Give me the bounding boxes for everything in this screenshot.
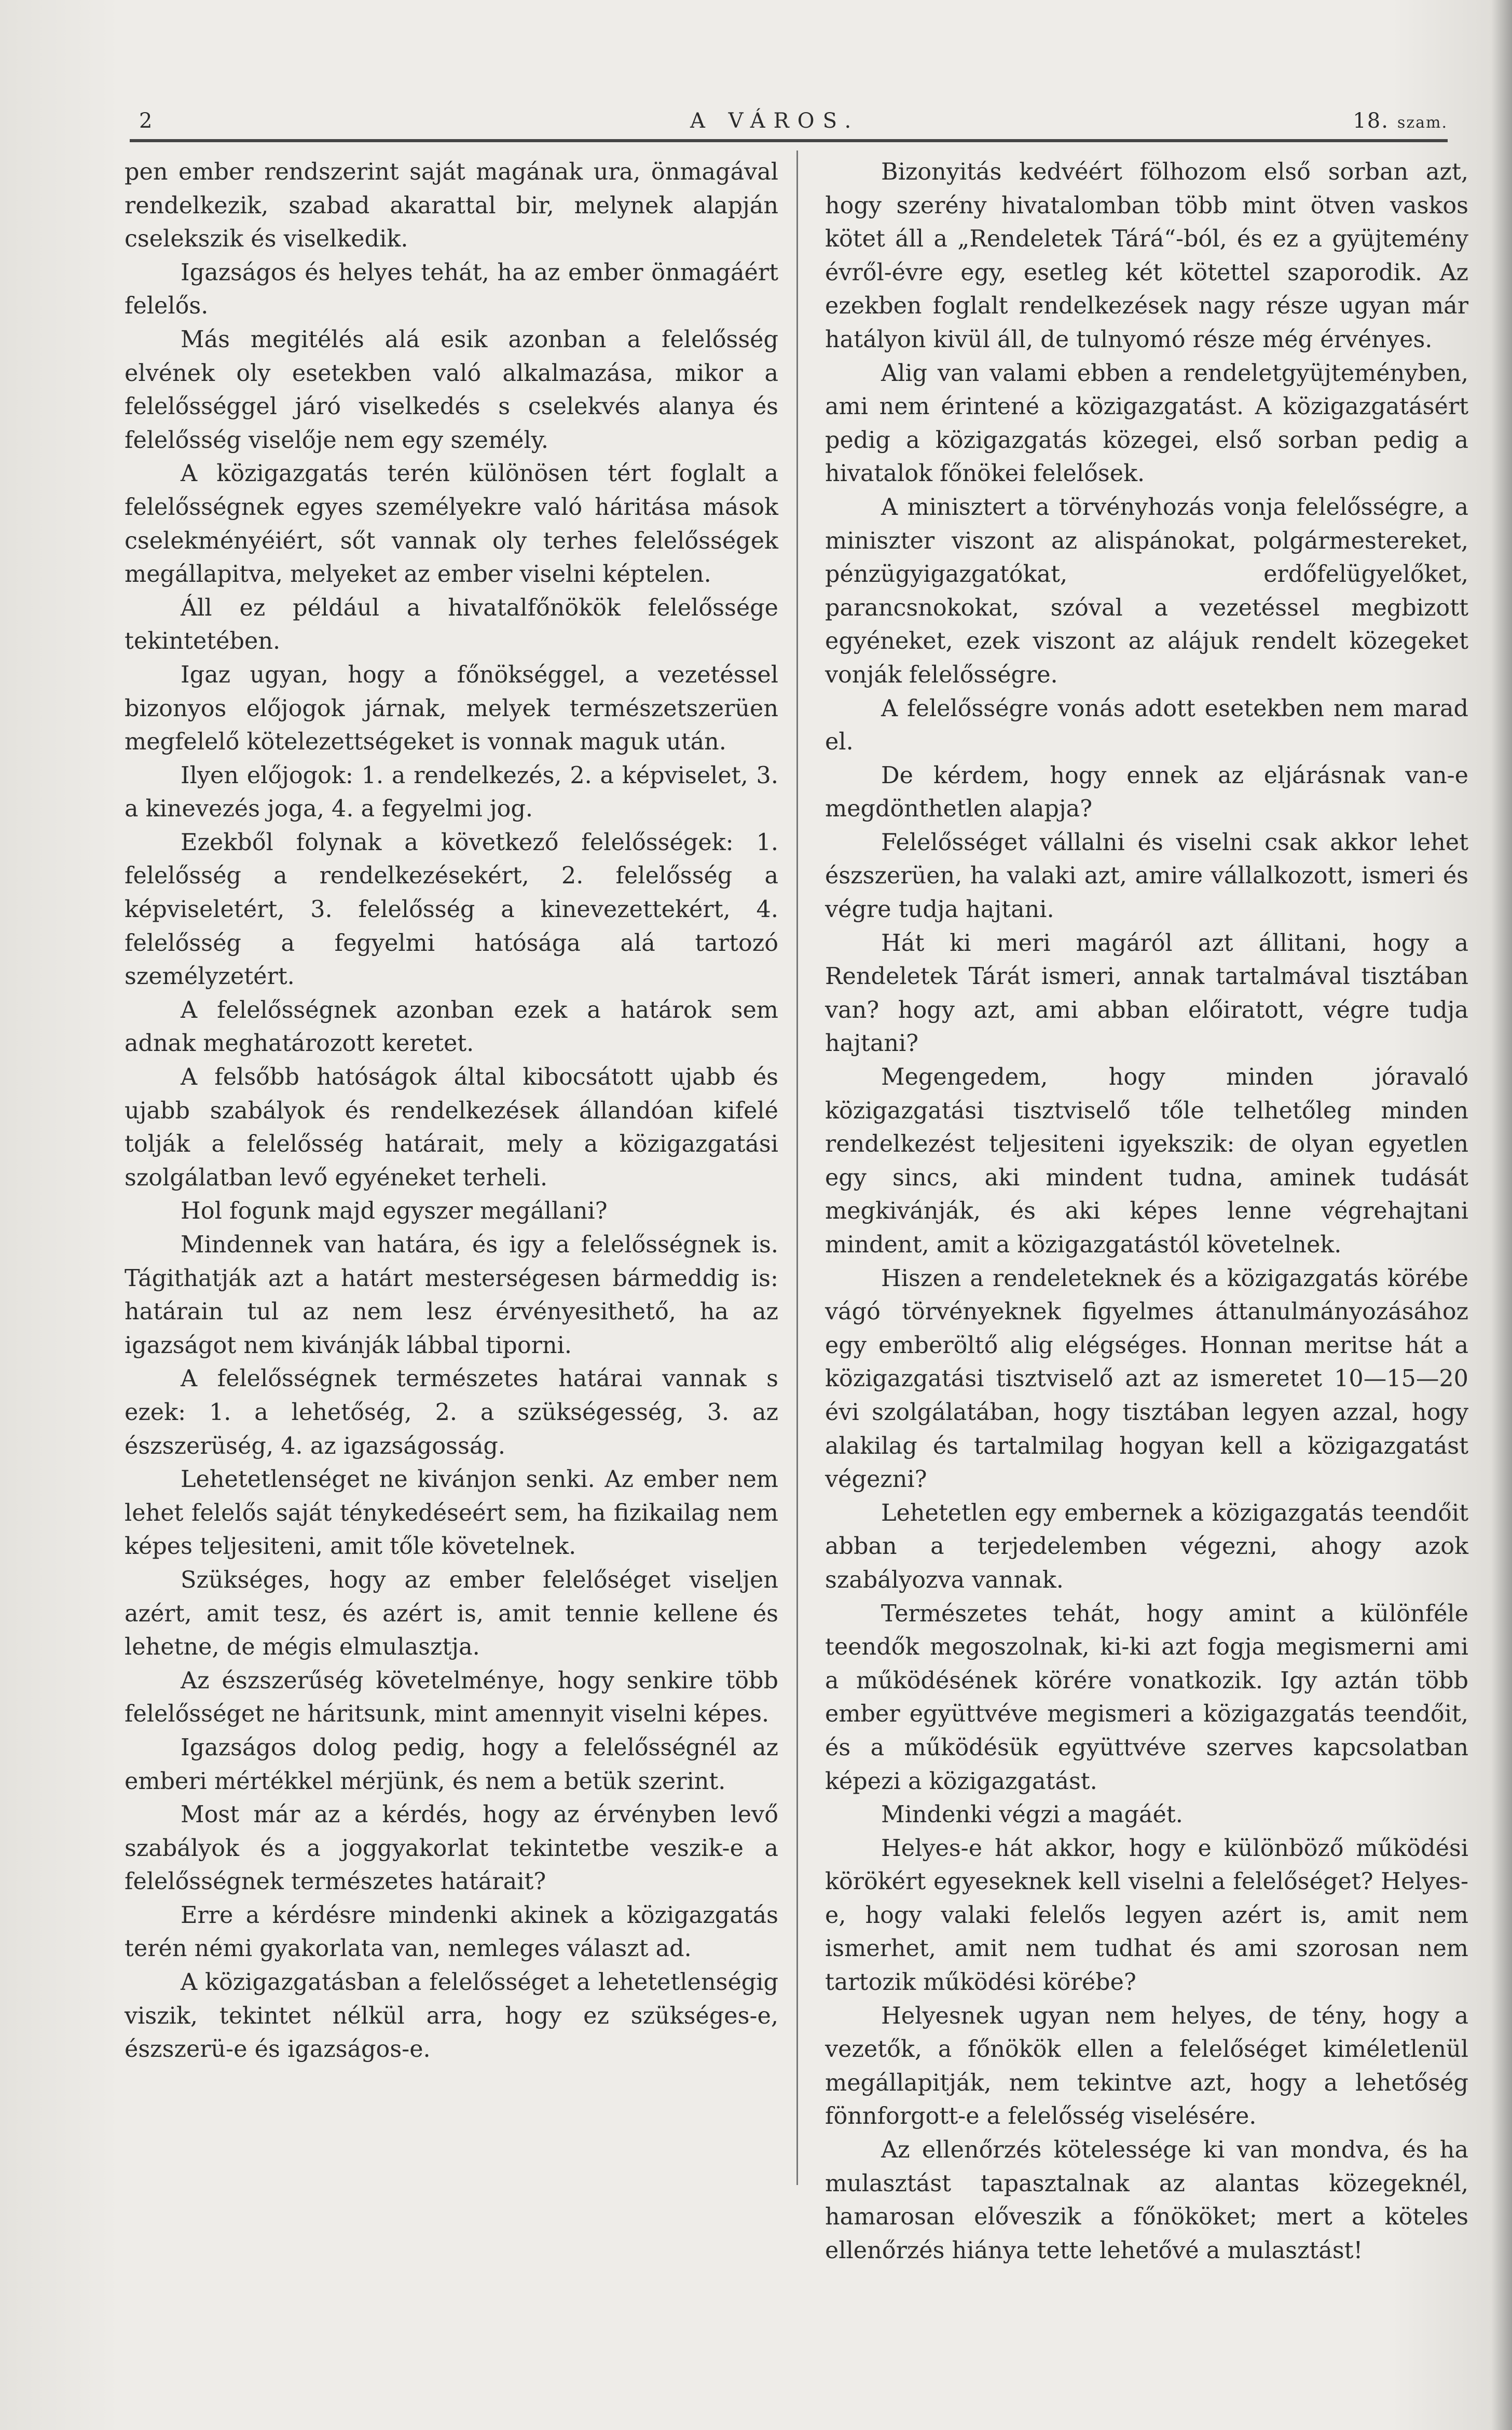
paragraph: Lehetetlenséget ne kivánjon senki. Az ember nem lehet felelős saját ténykedéseért sem, ha fizikailag nem képes teljesiteni, amit tőle követelnek. xyxy=(125,1466,778,1560)
paragraph: A minisztert a törvényhozás vonja felelősségre, a miniszter viszont az alispánokat, polgármestereket, pénzügyigazgatókat, erdőfelügyelőket, parancsnokokat, szóval a vezetéssel megbizott egyéneket, ezek viszont az alájuk rendelt közegeket vonják felelősségre. xyxy=(825,494,1468,688)
header-rule xyxy=(130,139,1448,142)
paragraph: Természetes tehát, hogy amint a különféle teendők megoszolnak, ki-ki azt fogja megismerni ami a működésének körére vonatkozik. Igy aztán több ember együttvéve megismeri a közigazgatás teendőit, és a működésük együttvéve szerves kapcsolatban képezi a közigazgatást. xyxy=(825,1600,1468,1795)
page-header xyxy=(130,109,1448,140)
paragraph: Lehetetlen egy embernek a közigazgatás teendőit abban a terjedelemben végezni, ahogy azok szabályozva vannak. xyxy=(825,1499,1468,1593)
paragraph: Az ellenőrzés kötelessége ki van mondva, és ha mulasztást tapasztalnak az alantas közegeknél, hamarosan előveszik a főnököket; mert a köteles ellenőrzés hiánya tette lehetővé a mulasztást! xyxy=(825,2137,1468,2264)
paragraph: Most már az a kérdés, hogy az érvényben levő szabályok és a joggyakorlat tekintetbe veszik-e a felelősségnek természetes határait? xyxy=(125,1801,778,1895)
paragraph: Igazságos dolog pedig, hogy a felelősségnél az emberi mértékkel mérjünk, és nem a betük szerint. xyxy=(125,1734,778,1795)
paragraph: Bizonyitás kedvéért fölhozom első sorban azt, hogy szerény hivatalomban több mint ötven vaskos kötet áll a „Rendeletek Tárá“-ból, és ez a gyüjtemény évről-évre egy, esetleg két kötettel szaporodik. Az ezekben foglalt rendelkezések nagy része ugyan már hatályon kivül áll, de tulnyomó része még érvényes. xyxy=(825,159,1468,353)
paragraph: Áll ez például a hivatalfőnökök felelőssége tekintetében. xyxy=(125,594,778,655)
paragraph: pen ember rendszerint saját magának ura, önmagával rendelkezik, szabad akarattal bir, melynek alapján cselekszik és viselkedik. xyxy=(125,159,778,253)
paragraph: Mindennek van határa, és igy a felelősségnek is. Tágithatják azt a határt mesterségesen bármeddig is: határain tul az nem lesz érvényesithető, ha az igazságot nem kivánják lábbal tiporni. xyxy=(125,1232,778,1359)
paragraph: Helyes-e hát akkor, hogy e különböző működési körökért egyeseknek kell viselni a felelőséget? Helyes-e, hogy valaki felelős legyen azért is, amit nem ismerhet, amit nem tudhat és ami szorosan nem tartozik működési körébe? xyxy=(825,1835,1468,1996)
paragraph: Szükséges, hogy az ember felelőséget viseljen azért, amit tesz, és azért is, amit tennie kellene és lehetne, de mégis elmulasztja. xyxy=(125,1566,778,1661)
issue-label: szam. xyxy=(1397,114,1448,132)
page-number: 2 xyxy=(139,109,154,133)
paragraph: Az észszerűség követelménye, hogy senkire több felelősséget ne háritsunk, mint amennyit viselni képes. xyxy=(125,1667,778,1728)
publication-title: A VÁROS. xyxy=(690,109,860,133)
left-column xyxy=(125,156,778,2067)
page-edge-shadow xyxy=(1491,0,1512,2430)
paragraph: Igazságos és helyes tehát, ha az ember önmagáért felelős. xyxy=(125,259,778,320)
paragraph: Hát ki meri magáról azt állitani, hogy a Rendeletek Tárát ismeri, annak tartalmával tisztában van? hogy azt, ami abban előiratott, végre tudja hajtani? xyxy=(825,930,1468,1057)
issue-number: 18. xyxy=(1353,109,1389,133)
column-divider xyxy=(796,151,798,2185)
paragraph: Más megitélés alá esik azonban a felelősség elvének oly esetekben való alkalmazása, mikor a felelősséggel járó viselkedés s cselekvés alanya és felelősség viselője nem egy személy. xyxy=(125,326,778,454)
issue-info xyxy=(1353,109,1448,133)
paragraph: Hiszen a rendeleteknek és a közigazgatás körébe vágó törvényeknek figyelmes áttanulmányozásához egy emberöltő alig elégséges. Honnan meritse hát a közigazgatási tisztviselő azt az ismeretet 10—15—20 évi szolgálatában, hogy tisztában legyen azzal, hogy alakilag és tartalmilag hogyan kell a közigazgatást végezni? xyxy=(825,1265,1468,1493)
paragraph: A felelősségnek természetes határai vannak s ezek: 1. a lehetőség, 2. a szükségesség, 3. az észszerüség, 4. az igazságosság. xyxy=(125,1366,778,1459)
paragraph: De kérdem, hogy ennek az eljárásnak van-e megdönthetlen alapja? xyxy=(825,762,1468,823)
paragraph: Ilyen előjogok: 1. a rendelkezés, 2. a képviselet, 3. a kinevezés joga, 4. a fegyelmi jog. xyxy=(125,762,778,823)
paragraph: A felelősségnek azonban ezek a határok sem adnak meghatározott keretet. xyxy=(125,996,778,1057)
paragraph: Igaz ugyan, hogy a főnökséggel, a vezetéssel bizonyos előjogok járnak, melyek természetszerüen megfelelő kötelezettségeket is vonnak maguk után. xyxy=(125,661,778,756)
paragraph: Felelősséget vállalni és viselni csak akkor lehet észszerüen, ha valaki azt, amire vállalkozott, ismeri és végre tudja hajtani. xyxy=(825,829,1468,923)
paragraph: Megengedem, hogy minden jóravaló közigazgatási tisztviselő tőle telhetőleg minden rendelkezést teljesiteni igyekszik: de olyan egyetlen egy sincs, aki mindent tudna, aminek tudását megkivánják, és aki képes lenne végrehajtani mindent, amit a közigazgatástól követelnek. xyxy=(825,1064,1468,1258)
paragraph: A közigazgatás terén különösen tért foglalt a felelősségnek egyes személyekre való háritása mások cselekményéiért, sőt vannak oly terhes felelősségek megállapitva, melyeket az ember viselni képtelen. xyxy=(125,460,778,588)
paragraph: A közigazgatásban a felelősséget a lehetetlenségig viszik, tekintet nélkül arra, hogy ez szükséges-e, észszerü-e és igazságos-e. xyxy=(125,1969,778,2063)
right-column xyxy=(825,156,1468,2268)
paragraph: Erre a kérdésre mindenki akinek a közigazgatás terén némi gyakorlata van, nemleges választ ad. xyxy=(125,1902,778,1962)
paragraph: Ezekből folynak a következő felelősségek: 1. felelősség a rendelkezésekért, 2. felelősség a képviseletért, 3. felelősség a kinevezettekért, 4. felelősség a fegyelmi hatósága alá tartozó személyzetért. xyxy=(125,829,778,990)
paragraph: Mindenki végzi a magáét. xyxy=(881,1801,1183,1828)
paragraph: A felsőbb hatóságok által kibocsátott ujabb és ujabb szabályok és rendelkezések állandóan kifelé tolják a felelősség határait, mely a közigazgatási szolgálatban levő egyéneket terheli. xyxy=(125,1064,778,1191)
paragraph: Alig van valami ebben a rendeletgyüjteményben, ami nem érintené a közigazgatást. A közigazgatásért pedig a közigazgatás közegei, első sorban pedig a hivatalok főnökei felelősek. xyxy=(825,360,1468,487)
paragraph: Hol fogunk majd egyszer megállani? xyxy=(181,1198,608,1225)
paragraph: A felelősségre vonás adott esetekben nem marad el. xyxy=(825,695,1468,756)
paragraph: Helyesnek ugyan nem helyes, de tény, hogy a vezetők, a főnökök ellen a felelőséget kiméletlenül megállapitják, nem tekintve azt, hogy a lehetőség fönnforgott-e a felelősség viselésére. xyxy=(825,2002,1468,2130)
